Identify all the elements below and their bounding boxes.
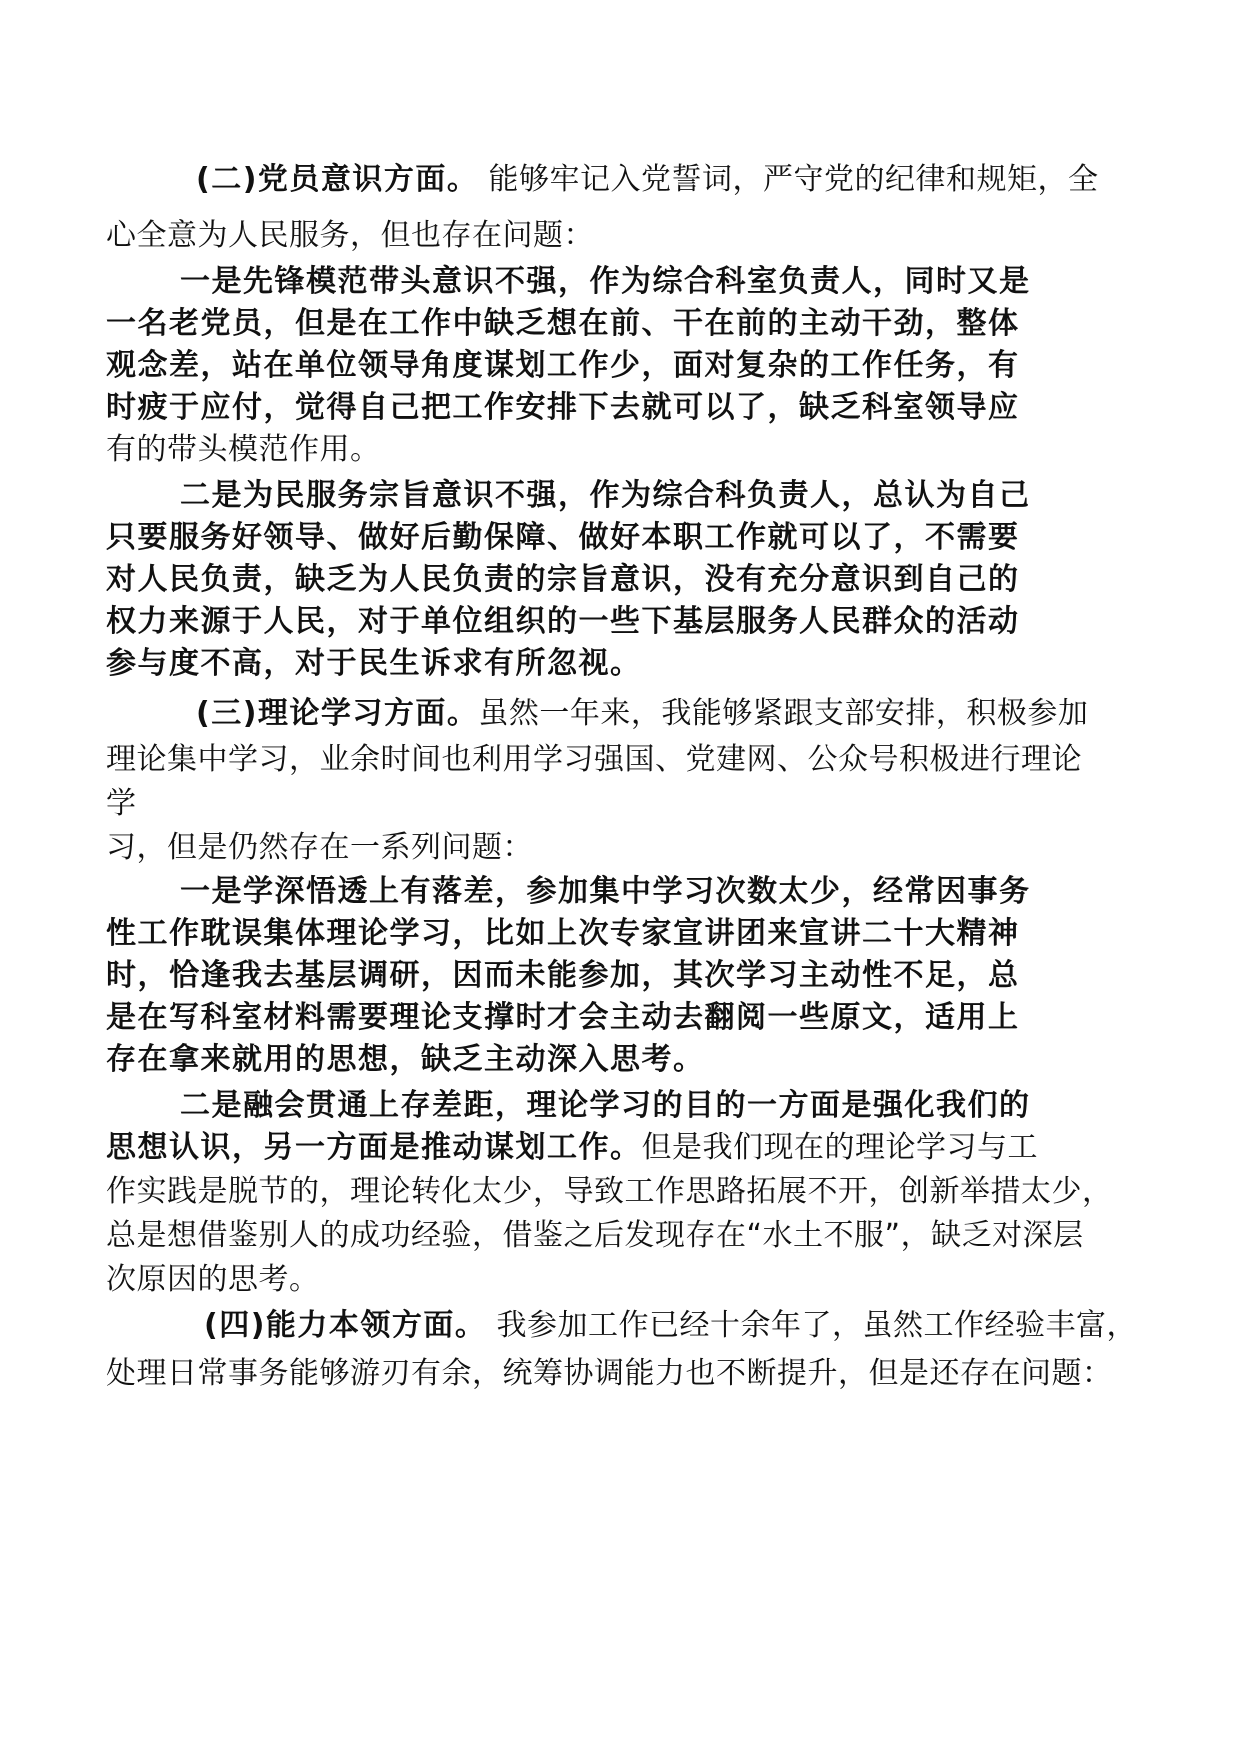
- problem-bold-part: 思想认识，另一方面是推动谋划工作。: [106, 1130, 642, 1165]
- section-4-heading: (四)能力本领方面。: [204, 1308, 487, 1343]
- section-4-intro: 我参加工作已经十余年了，虽然工作经验丰富，: [486, 1308, 1137, 1343]
- section-3-heading: (三)理论学习方面。: [196, 696, 479, 731]
- problem-line: 是在写科室材料需要理论支撑时才会主动去翻阅一些原文，适用上: [106, 1000, 1020, 1035]
- problem-line: 有的带头模范作用。: [106, 432, 381, 467]
- problem-line: 二是融会贯通上存差距，理论学习的目的一方面是强化我们的: [180, 1088, 1031, 1123]
- problem-line: 存在拿来就用的思想，缺乏主动深入思考。: [106, 1042, 705, 1077]
- problem-line: 性工作耽误集体理论学习，比如上次专家宣讲团来宣讲二十大精神: [106, 916, 1020, 951]
- problem-line: 一是先锋模范带头意识不强，作为综合科室负责人，同时又是: [180, 264, 1031, 299]
- problem-line: 观念差，站在单位领导角度谋划工作少，面对复杂的工作任务，有: [106, 348, 1020, 383]
- section-2-heading: (二)党员意识方面。: [196, 162, 479, 197]
- problem-line: 权力来源于人民，对于单位组织的一些下基层服务人民群众的活动: [106, 604, 1020, 639]
- problem-line: 对人民负责，缺乏为人民负责的宗旨意识，没有充分意识到自己的: [106, 562, 1020, 597]
- problem-line: 只要服务好领导、做好后勤保障、做好本职工作就可以了，不需要: [106, 520, 1020, 555]
- problem-line: 作实践是脱节的，理论转化太少，导致工作思路拓展不开，创新举措太少，: [106, 1174, 1113, 1209]
- problem-line: 二是为民服务宗旨意识不强，作为综合科负责人，总认为自己: [180, 478, 1031, 513]
- section-3-line: 学: [106, 786, 137, 821]
- section-3-first-line: [196, 694, 1136, 734]
- problem-normal-part: 但是我们现在的理论学习与工: [641, 1130, 1038, 1165]
- section-2-intro: 能够牢记入党誓词，严守党的纪律和规矩，全: [478, 162, 1099, 197]
- problem-line: 次原因的思考。: [106, 1262, 320, 1297]
- problem-line: 参与度不高，对于民生诉求有所忽视。: [106, 646, 642, 681]
- section-3-intro: 虽然一年来，我能够紧跟支部安排，积极参加: [478, 696, 1089, 731]
- problem-line: 时，恰逢我去基层调研，因而未能参加，其次学习主动性不足，总: [106, 958, 1020, 993]
- problem-line: 一名老党员，但是在工作中缺乏想在前、干在前的主动干劲，整体: [106, 306, 1020, 341]
- problem-line-mixed: [106, 1128, 1140, 1168]
- section-3-line: 理论集中学习，业余时间也利用学习强国、党建网、公众号积极进行理论: [106, 742, 1082, 777]
- section-4-line: 处理日常事务能够游刃有余，统筹协调能力也不断提升，但是还存在问题：: [106, 1356, 1113, 1391]
- section-3-line: 习，但是仍然存在一系列问题：: [106, 830, 533, 865]
- problem-line: 时疲于应付，觉得自己把工作安排下去就可以了，缺乏科室领导应: [106, 390, 1020, 425]
- problem-line: 一是学深悟透上有落差，参加集中学习次数太少，经常因事务: [180, 874, 1031, 909]
- section-2-line: 心全意为人民服务，但也存在问题：: [106, 218, 594, 253]
- section-2-first-line: [196, 160, 1136, 200]
- section-4-first-line: [204, 1306, 1140, 1346]
- problem-line: 总是想借鉴别人的成功经验，借鉴之后发现存在“水土不服”，缺乏对深层: [106, 1218, 1084, 1253]
